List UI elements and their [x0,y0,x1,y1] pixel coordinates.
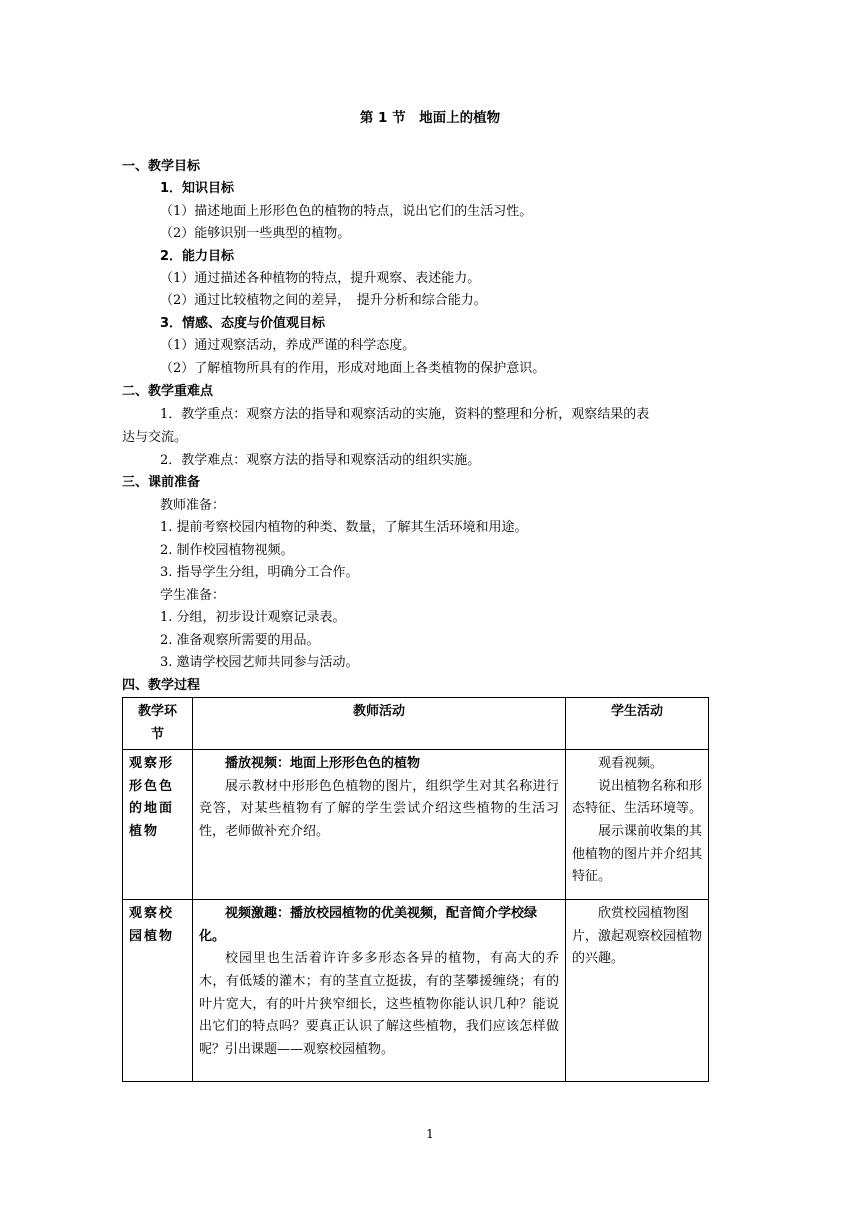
teacher-prep-item: 2. 制作校园植物视频。 [160,543,294,558]
emotion-goal-item: （1）通过观察活动，养成严谨的科学态度。 [160,338,416,353]
key-point-line: 达与交流。 [122,430,188,445]
student-prep-item: 2. 准备观察所需要的用品。 [160,633,320,648]
section-heading-key-points: 二、教学重难点 [122,384,214,399]
section-heading-preparation: 三、课前准备 [122,475,201,490]
ability-goal-heading: 2．能力目标 [160,249,235,264]
student-prep-item: 1. 分组，初步设计观察记录表。 [160,610,346,625]
teacher-activity-title: 视频激趣：播放校园植物的优美视频，配音简介学校绿化。 [199,906,538,944]
stage-cell: 观察校园植物 [123,900,193,1082]
ability-goal-item: （2）通过比较植物之间的差异， 提升分析和综合能力。 [160,293,487,308]
table-header-row [123,698,709,750]
emotion-goal-heading: 3．情感、态度与价值观目标 [160,316,326,331]
difficult-point-line: 2．教学难点：观察方法的指导和观察活动的组织实施。 [160,453,481,468]
page-title: 第 1 节 地面上的植物 [359,110,501,126]
student-activity-cell [566,750,709,900]
stage-cell: 观察形形色色的地面植物 [123,750,193,900]
key-point-line: 1．教学重点：观察方法的指导和观察活动的实施，资料的整理和分析，观察结果的表 [160,407,650,422]
teaching-process-table [122,697,709,1082]
student-prep-item: 3. 邀请学校园艺师共同参与活动。 [160,655,359,670]
emotion-goal-item: （2）了解植物所具有的作用，形成对地面上各类植物的保护意识。 [160,361,546,376]
student-activity-text: 展示课前收集的其他植物的图片并介绍其特征。 [572,823,703,885]
table-row [123,900,709,1082]
header-stage: 教学环节 [123,698,193,750]
knowledge-goal-item: （1）描述地面上形形色色的植物的特点，说出它们的生活习性。 [160,204,533,219]
table-row [123,750,709,900]
page-number: 1 [426,1127,434,1141]
section-heading-goals: 一、教学目标 [122,159,201,174]
teacher-activity-text: 展示教材中形形色色植物的图片，组织学生对其名称进行竞答，对某些植物有了解的学生尝试介绍这些植物的生活习性，老师做补充介绍。 [199,778,559,839]
student-activity-text: 观看视频。 [598,756,664,772]
student-activity-text: 欣赏校园植物图片，激起观察校园植物的兴趣。 [572,906,703,967]
ability-goal-item: （1）通过描述各种植物的特点，提升观察、表述能力。 [160,271,481,286]
teacher-activity-text: 校园里也生活着许许多多形态各异的植物，有高大的乔木，有低矮的灌木；有的茎直立挺拔，有的茎攀援缠绕；有的叶片宽大，有的叶片狭窄细长，这些植物你能认识几种？能说出它们的特点吗？要真正认识了解这些植物，我们应该怎样做呢？引出课题——观察校园植物。 [199,951,559,1057]
teacher-prep-heading: 教师准备： [160,498,226,513]
teacher-activity-cell [193,750,566,900]
student-activity-cell [566,900,709,1082]
header-student-activity: 学生活动 [566,698,709,750]
teacher-activity-cell [193,900,566,1082]
teacher-prep-item: 1. 提前考察校园内植物的种类、数量，了解其生活环境和用途。 [160,520,528,535]
knowledge-goal-heading: 1．知识目标 [160,181,235,196]
teacher-prep-item: 3. 指导学生分组，明确分工合作。 [160,565,359,580]
header-teacher-activity: 教师活动 [193,698,566,750]
student-prep-heading: 学生准备： [160,588,226,603]
section-heading-process: 四、教学过程 [122,678,201,693]
student-activity-text: 说出植物名称和形态特征、生活环境等。 [572,778,703,817]
knowledge-goal-item: （2）能够识别一些典型的植物。 [160,226,351,241]
teacher-activity-title: 播放视频：地面上形形色色的植物 [225,756,421,772]
